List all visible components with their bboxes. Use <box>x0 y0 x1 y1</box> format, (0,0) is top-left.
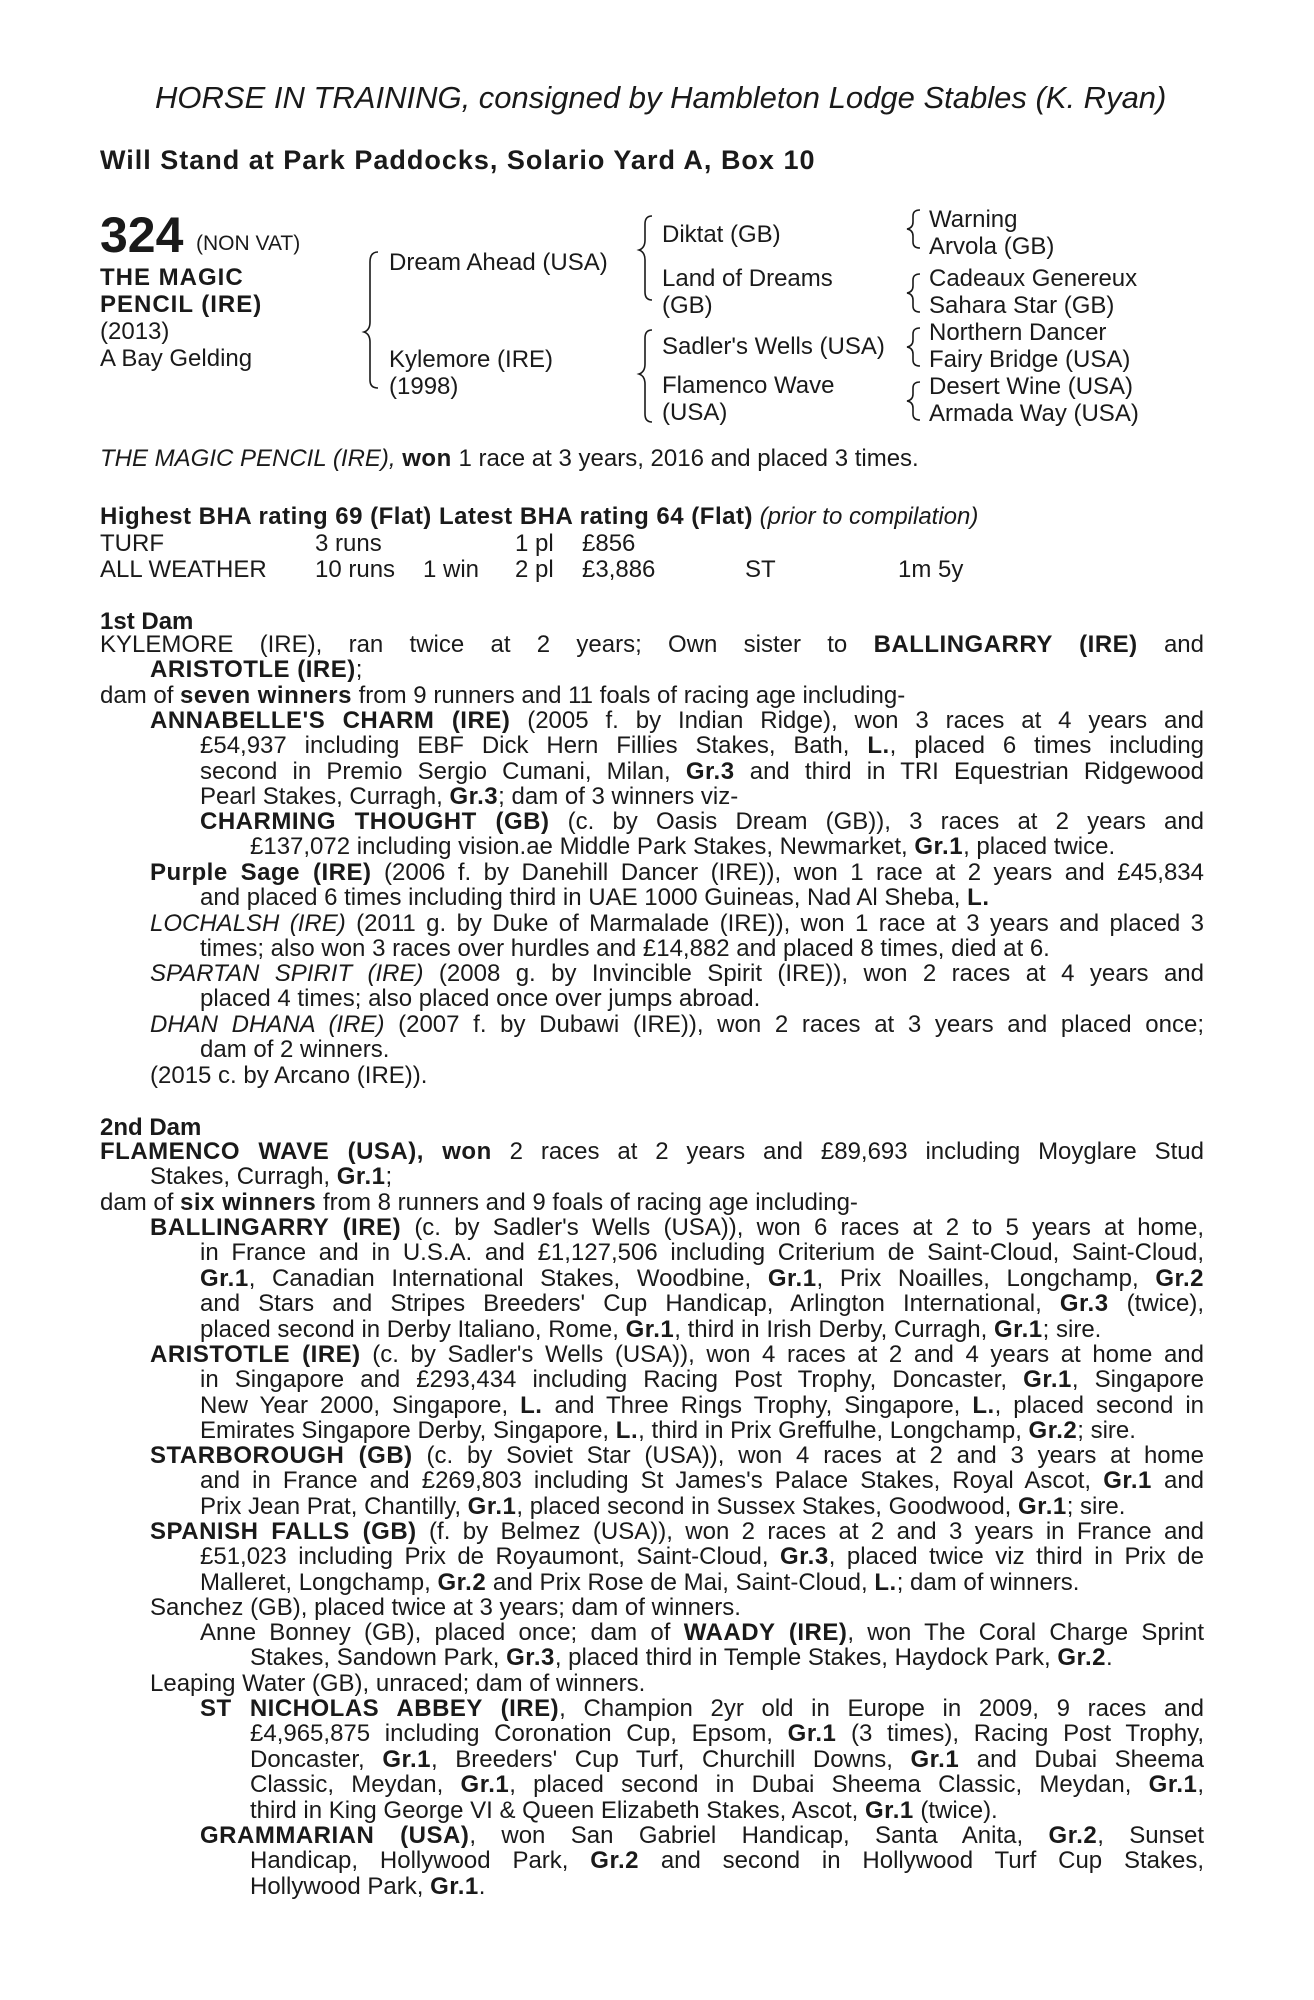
gen3-6: Fairy Bridge (USA) <box>929 346 1131 373</box>
first-dam-heading: 1st Dam <box>100 608 194 635</box>
sire-name: Dream Ahead (USA) <box>389 249 608 276</box>
offspring-sanchez: Sanchez (GB), placed twice at 3 years; dam of winners. <box>150 1594 741 1621</box>
offspring-aristotle: ARISTOTLE (IRE) (c. by Sadler's Wells (USA)), won 4 races at 2 and 4 years at home and in Singapore and £293,434 including Racing Post Trophy, Doncaster, Gr.1, Singapore New Year 2000, Singapore, L. and Three Rings Trophy, Singapore, L., placed second in Emirates Singapore Derby, Singapore, L., third in Prix Greffulhe, Longchamp, Gr.2; sire. <box>150 1341 1205 1445</box>
second-dam-heading: 2nd Dam <box>100 1114 202 1141</box>
dam-dam-line2: (USA) <box>662 399 728 426</box>
gen3-3: Cadeaux Genereux <box>929 265 1138 292</box>
bha-rating: Highest BHA rating 69 (Flat) Latest BHA rating 64 (Flat) (prior to compilation) <box>100 503 979 530</box>
lot-number: 324 <box>100 207 184 263</box>
turf-runs: 3 runs <box>315 530 382 557</box>
horse-name-line1: THE MAGIC <box>100 264 244 291</box>
aw-label: ALL WEATHER <box>100 556 267 583</box>
offspring-st-nicholas-abbey: ST NICHOLAS ABBEY (IRE), Champion 2yr old in Europe in 2009, 9 races and £4,965,875 including Coronation Cup, Epsom, Gr.1 (3 times), Racing Post Trophy, Doncaster, Gr.1, Breeders' Cup Turf, Churchill Downs, Gr.1 and Dubai Sheema Classic, Meydan, Gr.1, placed second in Dubai Sheema Classic, Meydan, Gr.1, third in King George VI & Queen Elizabeth Stakes, Ascot, Gr.1 (twice). <box>200 1695 1205 1824</box>
offspring-purple-sage: Purple Sage (IRE) (2006 f. by Danehill Dancer (IRE)), won 1 race at 2 years and £45,834 and placed 6 times including third in UAE 1000 Guineas, Nad Al Sheba, L. <box>150 859 1204 912</box>
aw-placed: 2 pl <box>515 556 554 583</box>
dam-year: (1998) <box>389 373 459 400</box>
sire-sire-name: Diktat (GB) <box>662 221 781 248</box>
foaling-year: (2013) <box>100 318 170 345</box>
gen3-8: Armada Way (USA) <box>929 400 1139 427</box>
dam-dam-line1: Flamenco Wave <box>662 372 835 399</box>
gen3-7: Desert Wine (USA) <box>929 373 1134 400</box>
offspring-charming-thought: CHARMING THOUGHT (GB) (c. by Oasis Dream (GB)), 3 races at 2 years and £137,072 including vision.ae Middle Park Stakes, Newmarket, Gr.1, placed twice. <box>200 808 1205 861</box>
offspring-lochalsh: LOCHALSH (IRE) (2011 g. by Duke of Marmalade (IRE)), won 1 race at 3 years and placed 3 times; also won 3 races over hurdles and £14,882 and placed 8 times, died at 6. <box>150 910 1205 963</box>
page-title: HORSE IN TRAINING, consigned by Hambleton Lodge Stables (K. Ryan) <box>155 80 1167 115</box>
horse-name-line2: PENCIL (IRE) <box>100 291 263 318</box>
dam-sire-name: Sadler's Wells (USA) <box>662 333 885 360</box>
aw-runs: 10 runs <box>315 556 396 583</box>
offspring-spanish-falls: SPANISH FALLS (GB) (f. by Belmez (USA)), won 2 races at 2 and 3 years in France and £51,023 including Prix de Royaumont, Saint-Cloud, Gr.3, placed twice viz third in Prix de Malleret, Longchamp, Gr.2 and Prix Rose de Mai, Saint-Cloud, L.; dam of winners. <box>150 1518 1205 1596</box>
horse-description: A Bay Gelding <box>100 345 253 372</box>
gen3-4: Sahara Star (GB) <box>929 292 1115 319</box>
aw-distance: 1m 5y <box>898 556 964 583</box>
race-summary: THE MAGIC PENCIL (IRE), won 1 race at 3 years, 2016 and placed 3 times. <box>100 445 919 472</box>
turf-label: TURF <box>100 530 164 557</box>
aw-surface: ST <box>745 556 776 583</box>
dam-name: Kylemore (IRE) <box>389 346 554 373</box>
second-dam-text: FLAMENCO WAVE (USA), won 2 races at 2 years and £89,693 including Moyglare Stud Stakes, Curragh, Gr.1; dam of six winners from 8 runners and 9 foals of racing age including- <box>100 1138 1204 1216</box>
offspring-dhan-dhana: DHAN DHANA (IRE) (2007 f. by Dubawi (IRE)), won 2 races at 3 years and placed once; dam of 2 winners. <box>150 1011 1205 1064</box>
offspring-2015-colt: (2015 c. by Arcano (IRE)). <box>150 1062 428 1089</box>
vat-status: (NON VAT) <box>196 232 301 255</box>
offspring-grammarian: GRAMMARIAN (USA), won San Gabriel Handicap, Santa Anita, Gr.2, Sunset Handicap, Hollywood Park, Gr.2 and second in Hollywood Turf Cup Stakes, Hollywood Park, Gr.1. <box>200 1822 1205 1900</box>
offspring-starborough: STARBOROUGH (GB) (c. by Soviet Star (USA)), won 4 races at 2 and 3 years at home and in France and £269,803 including St James's Palace Stakes, Royal Ascot, Gr.1 and Prix Jean Prat, Chantilly, Gr.1, placed second in Sussex Stakes, Goodwood, Gr.1; sire. <box>150 1442 1205 1520</box>
sire-dam-line1: Land of Dreams <box>662 265 833 292</box>
sire-dam-line2: (GB) <box>662 292 713 319</box>
stand-location: Will Stand at Park Paddocks, Solario Yard A, Box 10 <box>100 145 816 175</box>
gen3-1: Warning <box>929 206 1018 233</box>
offspring-leaping-water: Leaping Water (GB), unraced; dam of winners. <box>150 1670 646 1697</box>
gen3-5: Northern Dancer <box>929 319 1107 346</box>
gen3-2: Arvola (GB) <box>929 233 1055 260</box>
first-dam-text: KYLEMORE (IRE), ran twice at 2 years; Own sister to BALLINGARRY (IRE) and ARISTOTLE (IRE); dam of seven winners from 9 runners and 11 foals of racing age including- <box>100 631 1204 709</box>
turf-amount: £856 <box>582 530 636 557</box>
aw-amount: £3,886 <box>582 556 656 583</box>
offspring-ballingarry: BALLINGARRY (IRE) (c. by Sadler's Wells (USA)), won 6 races at 2 to 5 years at home, in France and in U.S.A. and £1,127,506 including Criterium de Saint-Cloud, Saint-Cloud, Gr.1, Canadian International Stakes, Woodbine, Gr.1, Prix Noailles, Longchamp, Gr.2 and Stars and Stripes Breeders' Cup Handicap, Arlington International, Gr.3 (twice), placed second in Derby Italiano, Rome, Gr.1, third in Irish Derby, Curragh, Gr.1; sire. <box>150 1214 1205 1343</box>
offspring-anne-bonney: Anne Bonney (GB), placed once; dam of WAADY (IRE), won The Coral Charge Sprint Stakes, Sandown Park, Gr.3, placed third in Temple Stakes, Haydock Park, Gr.2. <box>200 1619 1205 1672</box>
aw-wins: 1 win <box>423 556 480 583</box>
turf-placed: 1 pl <box>515 530 554 557</box>
offspring-spartan-spirit: SPARTAN SPIRIT (IRE) (2008 g. by Invincible Spirit (IRE)), won 2 races at 4 years and placed 4 times; also placed once over jumps abroad. <box>150 960 1204 1013</box>
offspring-annabelles-charm: ANNABELLE'S CHARM (IRE) (2005 f. by Indian Ridge), won 3 races at 4 years and £54,937 including EBF Dick Hern Fillies Stakes, Bath, L., placed 6 times including second in Premio Sergio Cumani, Milan, Gr.3 and third in TRI Equestrian Ridgewood Pearl Stakes, Curragh, Gr.3; dam of 3 winners viz- <box>150 707 1205 811</box>
